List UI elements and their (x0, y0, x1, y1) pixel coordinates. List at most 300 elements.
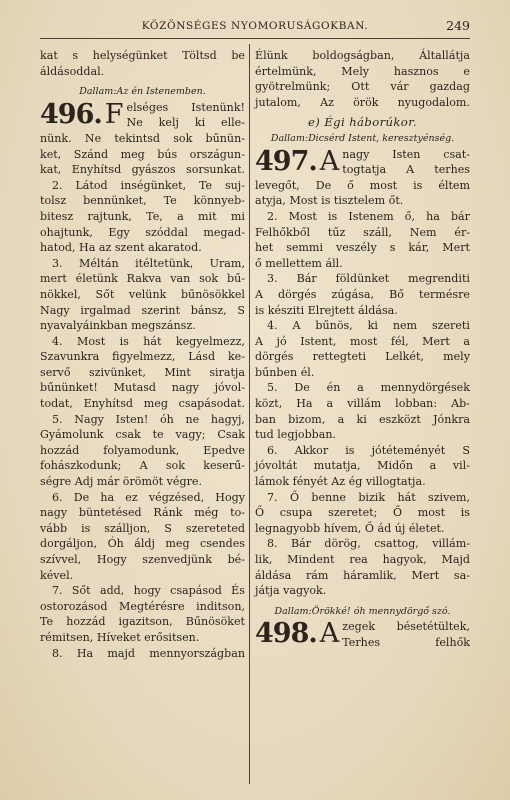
word: vár (390, 80, 409, 94)
word: Szavunkra (40, 350, 100, 364)
word: Te (40, 615, 54, 629)
word: 6. (267, 443, 278, 457)
word: suj- (224, 178, 245, 192)
word: a (337, 412, 345, 426)
word: bé- (227, 553, 245, 566)
text-line (40, 193, 245, 209)
text-line (40, 396, 245, 412)
word: Uram, (209, 256, 245, 270)
word: Felhőkből (255, 225, 311, 239)
word: bizom, (288, 412, 326, 426)
word: Most (77, 334, 106, 348)
word: szívvel, (40, 553, 82, 566)
word: Hogy (96, 553, 127, 566)
text-line (40, 443, 245, 459)
hymn-498-start (255, 619, 470, 650)
hymn-497-start (255, 147, 470, 178)
word: A (292, 319, 301, 333)
word: 2. (52, 178, 63, 192)
word: s (72, 49, 79, 62)
word: nagy (40, 506, 68, 520)
word: Istent, (300, 334, 337, 348)
word: S (462, 443, 470, 457)
word: Ne (126, 116, 143, 130)
word: csattog, (374, 537, 419, 551)
word: inségünket, (120, 178, 187, 192)
word: A (406, 163, 415, 177)
word: most (417, 506, 446, 520)
word: most (349, 334, 378, 348)
word: Majd (441, 553, 470, 566)
word: ket, (40, 147, 62, 161)
word: is (119, 334, 129, 348)
text-line (255, 380, 470, 396)
word: 5. (52, 412, 63, 426)
hymn-number: 497. (255, 145, 317, 177)
word: hozzád (40, 443, 80, 457)
word: most (369, 178, 398, 192)
text-line: kével. (40, 568, 74, 582)
word: Lelkét, (385, 350, 424, 364)
text-line (40, 334, 245, 350)
word: Most (288, 209, 317, 223)
word: sok (165, 459, 185, 473)
word: Nem (409, 225, 437, 239)
word: csupa (279, 506, 313, 520)
word: bánsz, (190, 303, 227, 317)
word: lobban: (395, 397, 438, 411)
word: a (463, 334, 470, 348)
word: rajtunk, (87, 209, 132, 223)
word: eszközt (379, 412, 421, 426)
text-line (255, 505, 470, 521)
word: 6. (52, 490, 63, 504)
word: nökkel, (40, 287, 81, 301)
word: Ab- (451, 397, 470, 411)
first-lines (127, 100, 246, 131)
word: elle- (221, 116, 245, 130)
text-line (40, 209, 245, 225)
word: áldása (255, 568, 292, 582)
word: rea (349, 553, 368, 566)
word: tűz (327, 225, 346, 239)
word: semmi (286, 241, 323, 255)
text-line: bűnben él. (255, 365, 315, 379)
word: to- (230, 506, 245, 520)
word: villám- (432, 537, 470, 551)
word: 4. (52, 334, 63, 348)
word: Megtérésre (119, 599, 185, 613)
word: bitesz (40, 209, 74, 223)
word: Bűnösöket (185, 615, 245, 629)
word: fél, (390, 334, 409, 348)
text-line: tud legjobban. (255, 428, 337, 442)
word: velünk (128, 287, 167, 301)
word: a (429, 459, 437, 473)
word: Ha (296, 397, 313, 411)
word: is (345, 443, 355, 457)
word: ér- (454, 225, 470, 239)
text-line (255, 334, 470, 350)
text-line (40, 599, 245, 615)
word: gyászos (131, 163, 176, 177)
word: Lásd (188, 350, 216, 364)
word: végzésed, (148, 490, 205, 504)
word: benne (311, 490, 346, 504)
word: S (164, 521, 172, 535)
text-line (40, 303, 245, 319)
word: tolsz (40, 194, 67, 208)
word: szóddal (145, 225, 188, 239)
text-line (40, 256, 245, 272)
word: kat (40, 49, 58, 62)
word: bűnünket! (40, 381, 98, 395)
text-line (255, 458, 470, 474)
text-line (255, 225, 470, 241)
word: mutatja, (313, 459, 361, 473)
word: hagyok, (382, 553, 427, 566)
word: Nagy (40, 303, 70, 317)
word: hagyj, (210, 412, 245, 426)
word: Gyámolunk (40, 428, 104, 442)
word: boldogságban, (312, 49, 395, 62)
text-line (40, 490, 245, 506)
word: vil- (452, 459, 470, 473)
word: rám (305, 568, 329, 582)
word: 7. (52, 584, 63, 598)
word: helységünket (92, 49, 168, 62)
word: be (231, 49, 245, 62)
word: gyötrelmünk; (255, 80, 331, 94)
text-line (40, 178, 245, 194)
text-line (40, 225, 245, 241)
word: Csak (217, 428, 245, 442)
text-line: hatod, Ha az szent akaratod. (40, 241, 202, 255)
word: ke- (227, 350, 245, 364)
word: Epedve (203, 443, 245, 457)
word: van (170, 272, 191, 286)
word: életünk (75, 272, 118, 286)
word: dorgáljon, (40, 537, 98, 551)
word: szálljon, (104, 521, 151, 535)
hymn-number: 496. (40, 98, 102, 130)
melody-text: Az én Istenemben. (116, 86, 206, 98)
word: Mely (341, 64, 370, 78)
text-line (40, 349, 245, 365)
text-line (255, 318, 470, 334)
word: Méltán (79, 256, 119, 270)
melody-text: Dicsérd Istent, keresztyénség. (308, 132, 455, 144)
drop-cap: A (319, 145, 340, 177)
word: a (326, 397, 334, 411)
word: add, (99, 584, 125, 598)
column-divider (249, 44, 250, 784)
word: Bő (389, 287, 404, 301)
text-line (255, 490, 470, 506)
word: Istenünk! (191, 100, 245, 114)
word: Sőt (71, 584, 91, 598)
text-line (40, 521, 245, 537)
word: hozzád (66, 615, 106, 629)
text-line (255, 79, 470, 95)
word: Hogy (215, 490, 245, 504)
word: lik, (255, 553, 273, 566)
word: a (357, 381, 364, 395)
word: áldj (134, 537, 155, 551)
word: sok (173, 131, 193, 145)
word: Általlátja (419, 49, 470, 62)
word: Nagy (74, 412, 104, 426)
word: keserű- (203, 459, 245, 473)
word: Akkor (294, 443, 329, 457)
text-line (40, 458, 245, 474)
word: fohászkodunk; (40, 459, 122, 473)
word: A (255, 334, 264, 348)
text-line (40, 380, 245, 396)
text-line (255, 412, 470, 428)
text-line (40, 162, 245, 178)
text-line (40, 427, 245, 443)
word: De (73, 490, 90, 504)
section-heading: e) Égi háborúkor. (308, 115, 417, 130)
word: is (81, 521, 91, 535)
word: terhes (434, 163, 470, 177)
word: ha (426, 209, 440, 223)
word: s (389, 241, 396, 255)
text-line (255, 95, 470, 111)
word: ő (347, 178, 354, 192)
word: jó (276, 334, 287, 348)
word: ez (125, 490, 138, 504)
word: Sőt (95, 287, 115, 301)
word: Töltsd (182, 49, 217, 62)
word: jutalom, (255, 95, 301, 109)
word: veszély (335, 241, 377, 255)
word: Ő (255, 506, 265, 520)
word: könnyeb- (193, 194, 245, 208)
word: nünk. (40, 131, 72, 145)
text-line (255, 209, 470, 225)
word: vagy; (175, 428, 206, 442)
word: Isten (392, 147, 421, 161)
word: Terhes (342, 635, 381, 649)
melody-label: Dallam: (79, 86, 117, 98)
word: Egy (108, 225, 130, 239)
word: ne (185, 412, 200, 426)
first-lines (342, 619, 470, 650)
word: 8. (52, 646, 63, 660)
word: gazdag (429, 80, 470, 94)
word: kegyelmezz, (175, 334, 245, 348)
word: Mutasd (113, 381, 156, 395)
word: meg (120, 147, 145, 161)
word: Midőn (377, 459, 413, 473)
word: mennydörgések (380, 381, 470, 395)
left-column (40, 48, 245, 661)
word: óh (159, 412, 174, 426)
text-line (255, 240, 470, 256)
word: értelmünk, (255, 64, 317, 78)
word: majd (107, 646, 136, 660)
word: még (194, 506, 219, 520)
melody-label: Dallam: (274, 605, 312, 617)
word: jóvoltát (255, 459, 298, 473)
word: szereti (431, 319, 470, 333)
word: bésetétültek, (396, 620, 470, 634)
text-line (255, 568, 470, 584)
word: Bár (296, 272, 317, 286)
word: mely (443, 350, 470, 364)
page-header (40, 16, 470, 39)
word: Ránk (153, 506, 183, 520)
text-line: ségre Adj már örömöt végre. (40, 475, 202, 489)
word: 3. (267, 272, 278, 286)
text-line (255, 178, 470, 194)
text-line (40, 147, 245, 163)
word: nagy (171, 381, 199, 395)
word: Te (163, 194, 177, 208)
word: mit (198, 209, 217, 223)
word: Enyhítsd (83, 397, 134, 411)
word: szerint (141, 303, 181, 317)
word: földünket (335, 272, 390, 286)
word: mennyországban (149, 646, 245, 660)
word: Ha (76, 646, 94, 660)
word: tekintsd (114, 131, 161, 145)
word: Élünk (255, 49, 288, 62)
word: dörgés (255, 350, 294, 364)
text-line (255, 48, 470, 64)
text-line: is késziti Elrejtett áldása. (255, 303, 398, 317)
word: te (152, 428, 164, 442)
word: siratja (209, 365, 245, 379)
word: Ő (289, 490, 300, 504)
drop-cap: F (104, 98, 124, 130)
word: bűnös, (315, 319, 353, 333)
text-line: áldásoddal. (40, 64, 105, 78)
text-line (255, 271, 470, 287)
word: én (326, 381, 341, 395)
text-line (40, 536, 245, 552)
word: ban (255, 412, 276, 426)
text-line (40, 583, 245, 599)
word: itéltetünk, (135, 256, 194, 270)
word: vább (40, 521, 68, 535)
word: irgalmad (80, 303, 131, 317)
word: levegőt, (255, 178, 300, 192)
word: 4. (267, 319, 278, 333)
word: csendes (199, 537, 245, 551)
word: éltem (438, 178, 470, 192)
word: De (294, 381, 310, 395)
word: Isten! (115, 412, 149, 426)
word: ő, (404, 209, 415, 223)
word: sa- (453, 568, 470, 582)
text-line (40, 505, 245, 521)
text-line (40, 48, 245, 64)
word: sok (199, 272, 219, 286)
text-line: legnagyobb hívem, Ő ád új életet. (255, 521, 445, 535)
word: bűnün- (205, 131, 245, 145)
word: hát (397, 490, 416, 504)
word: megrenditi (408, 272, 470, 286)
word: elséges (126, 100, 169, 114)
word: meg (143, 397, 168, 411)
word: igazitson, (118, 615, 173, 629)
text-line (342, 619, 470, 635)
word: Ne (84, 131, 102, 145)
text-line: atyja, Most is tisztelem őt. (255, 194, 404, 208)
text-line (40, 365, 245, 381)
running-title: KÖZÖNSÉGES NYOMORUSÁGOKBAN. (141, 20, 369, 32)
word: ki (356, 412, 367, 426)
word: csak (115, 428, 141, 442)
word: mi (230, 209, 245, 223)
text-line: nyavalyáinkban megszánsz. (40, 319, 196, 333)
hymn-496-start (40, 100, 245, 131)
word: 8. (267, 537, 278, 551)
text-line (255, 443, 470, 459)
word: Óh (107, 537, 124, 551)
text-line (40, 614, 245, 630)
word: nyugodalom. (397, 95, 470, 109)
word: hasznos (393, 64, 439, 78)
word: e (463, 64, 470, 78)
word: nem (392, 319, 418, 333)
text-line (40, 271, 245, 287)
word: országun- (189, 147, 245, 161)
melody-line (255, 131, 470, 147)
word: villám (347, 397, 382, 411)
word: örök (353, 95, 379, 109)
page-number: 249 (446, 18, 470, 33)
word: De (315, 178, 332, 192)
word: kat, (40, 163, 62, 177)
text-line (40, 287, 245, 303)
text-line (255, 552, 470, 568)
word: bű- (226, 272, 245, 286)
word: a (177, 209, 184, 223)
melody-line (40, 84, 245, 100)
text-line: rémitsen, Híveket erősitsen. (40, 630, 200, 644)
text-line: ő mellettem áll. (255, 256, 343, 270)
word: togtatja (342, 163, 387, 177)
word: Enyhítsd (71, 163, 122, 177)
text-line: lámok fényét Az ég villogtatja. (255, 475, 426, 489)
word: hogy (133, 584, 161, 598)
word: ki (194, 116, 206, 130)
text-line (255, 536, 470, 552)
word: 7. (267, 490, 278, 504)
word: S (237, 303, 245, 317)
word: És (231, 584, 245, 598)
right-column (255, 48, 470, 651)
word: termésre (418, 287, 470, 301)
melody-label: Dallam: (270, 132, 309, 144)
text-line (127, 115, 246, 131)
word: jótéteményét (371, 443, 446, 457)
word: Jónkra (433, 412, 470, 426)
word: Mert (411, 568, 440, 582)
word: nagy (342, 147, 370, 161)
word: dörgés (278, 287, 317, 301)
word: száll, (363, 225, 392, 239)
word: megad- (203, 225, 245, 239)
word: Mert (422, 334, 450, 348)
word: bűnösökkel (180, 287, 245, 301)
text-line (255, 287, 470, 303)
word: meg (165, 537, 190, 551)
